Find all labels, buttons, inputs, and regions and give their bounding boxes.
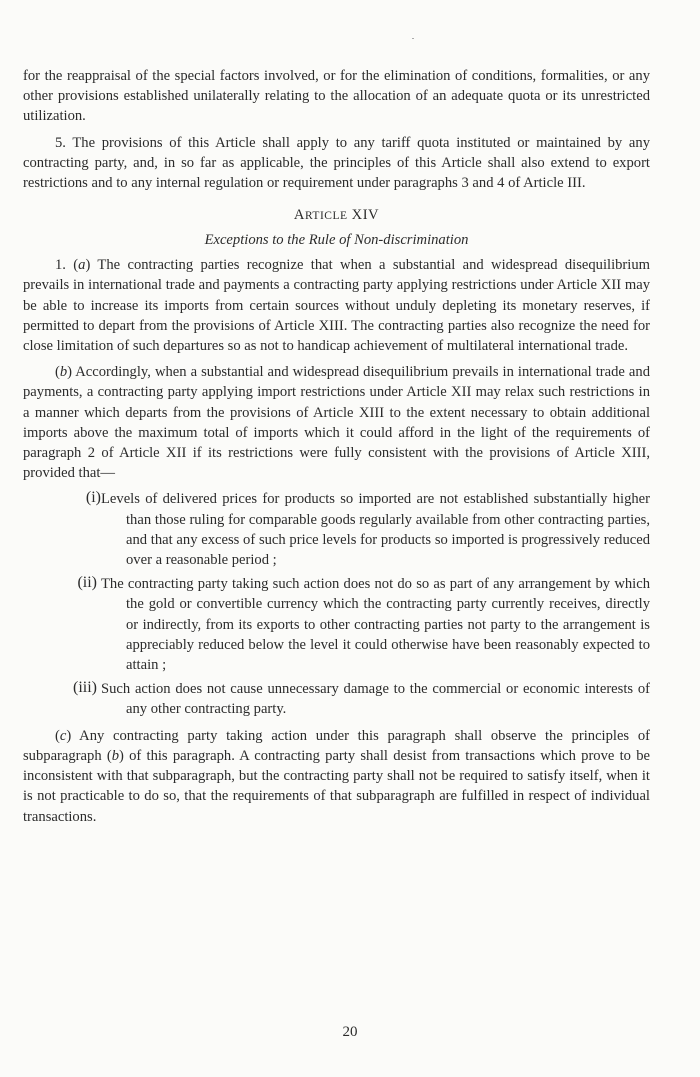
list-item <box>23 489 650 570</box>
list-item <box>23 574 650 675</box>
list-item-text: Such action does not cause unnecessary damage to the commercial or economic interests of any other contracting party. <box>101 681 650 718</box>
paragraph-1c: (c) Any contracting party taking action under this paragraph shall observe the principles of subparagraph (b) of this paragraph. A contracting party shall desist from transactions which prove to be inconsistent with that subparagraph, but the contracting party shall not be required to satisfy itself, when it is not practicable to do so, that the requirements of that subparagraph are fulfilled in respect of individual transactions. <box>23 727 650 825</box>
list-item-text: Levels of delivered prices for products so imported are not established substantially higher than those ruling for comparable goods regularly available from other contracting parties, and that any excess of such price levels for products so imported is progressively reduced over a reasonable period ; <box>101 491 650 569</box>
article-heading-initial: A <box>293 207 305 224</box>
article-subheading: Exceptions to the Rule of Non-discrimination <box>204 232 469 249</box>
list-item <box>23 679 650 719</box>
article-heading-smallcaps: RTICLE <box>304 210 348 223</box>
paragraph-1a: 1. (a) The contracting parties recognize that when a substantial and widespread disequilibrium prevails in international trade and payments a contracting party applying restrictions under Article XII may be able to increase its imports from certain sources without unduly depleting its monetary reserves, if permitted to depart from the provisions of Article XIII. The contracting parties also recognize the need for close limitation of such departures so as not to handicap achievement of multilateral international trade. <box>23 257 650 355</box>
page-number: 20 <box>342 1024 358 1040</box>
continuation-paragraph: for the reappraisal of the special factors involved, or for the elimination of conditions, formalities, or any other provisions established unilaterally relating to the allocation of an adequate quota or its unrestricted utilization. <box>23 68 650 125</box>
list-item-number: (ii) <box>77 574 97 592</box>
article-heading-number: XIV <box>351 207 380 224</box>
paragraph-5: 5. The provisions of this Article shall apply to any tariff quota instituted or maintained by any contracting party, and, in so far as applicable, the principles of this Article shall also extend to export restrictions and to any internal regulation or requirement under paragraphs 3 and 4 of Article III. <box>23 134 650 192</box>
scan-speck <box>412 38 414 39</box>
provisions-list <box>23 489 650 719</box>
article-heading <box>23 207 650 224</box>
list-item-text: The contracting party taking such action does not do so as part of any arrangement by which the gold or convertible currency which the contracting party currently receives, directly or indirectly, from its exports to other contracting parties not party to the arrangement is appreciably reduced below the level it could otherwise have been reasonably expected to attain ; <box>101 576 650 674</box>
list-item-number: (iii) <box>73 679 97 697</box>
paragraph-1b: (b) Accordingly, when a substantial and widespread disequilibrium prevails in international trade and payments, a contracting party applying import restrictions under Article XII may relax such restrictions in a manner which departs from the provisions of Article XIII to the extent necessary to obtain additional imports above the maximum total of imports which it could afford in the light of the requirements of paragraph 2 of Article XII if its restrictions were fully consistent with the provisions of Article XIII, provided that— <box>23 364 650 482</box>
list-item-number: (i) <box>85 489 101 507</box>
